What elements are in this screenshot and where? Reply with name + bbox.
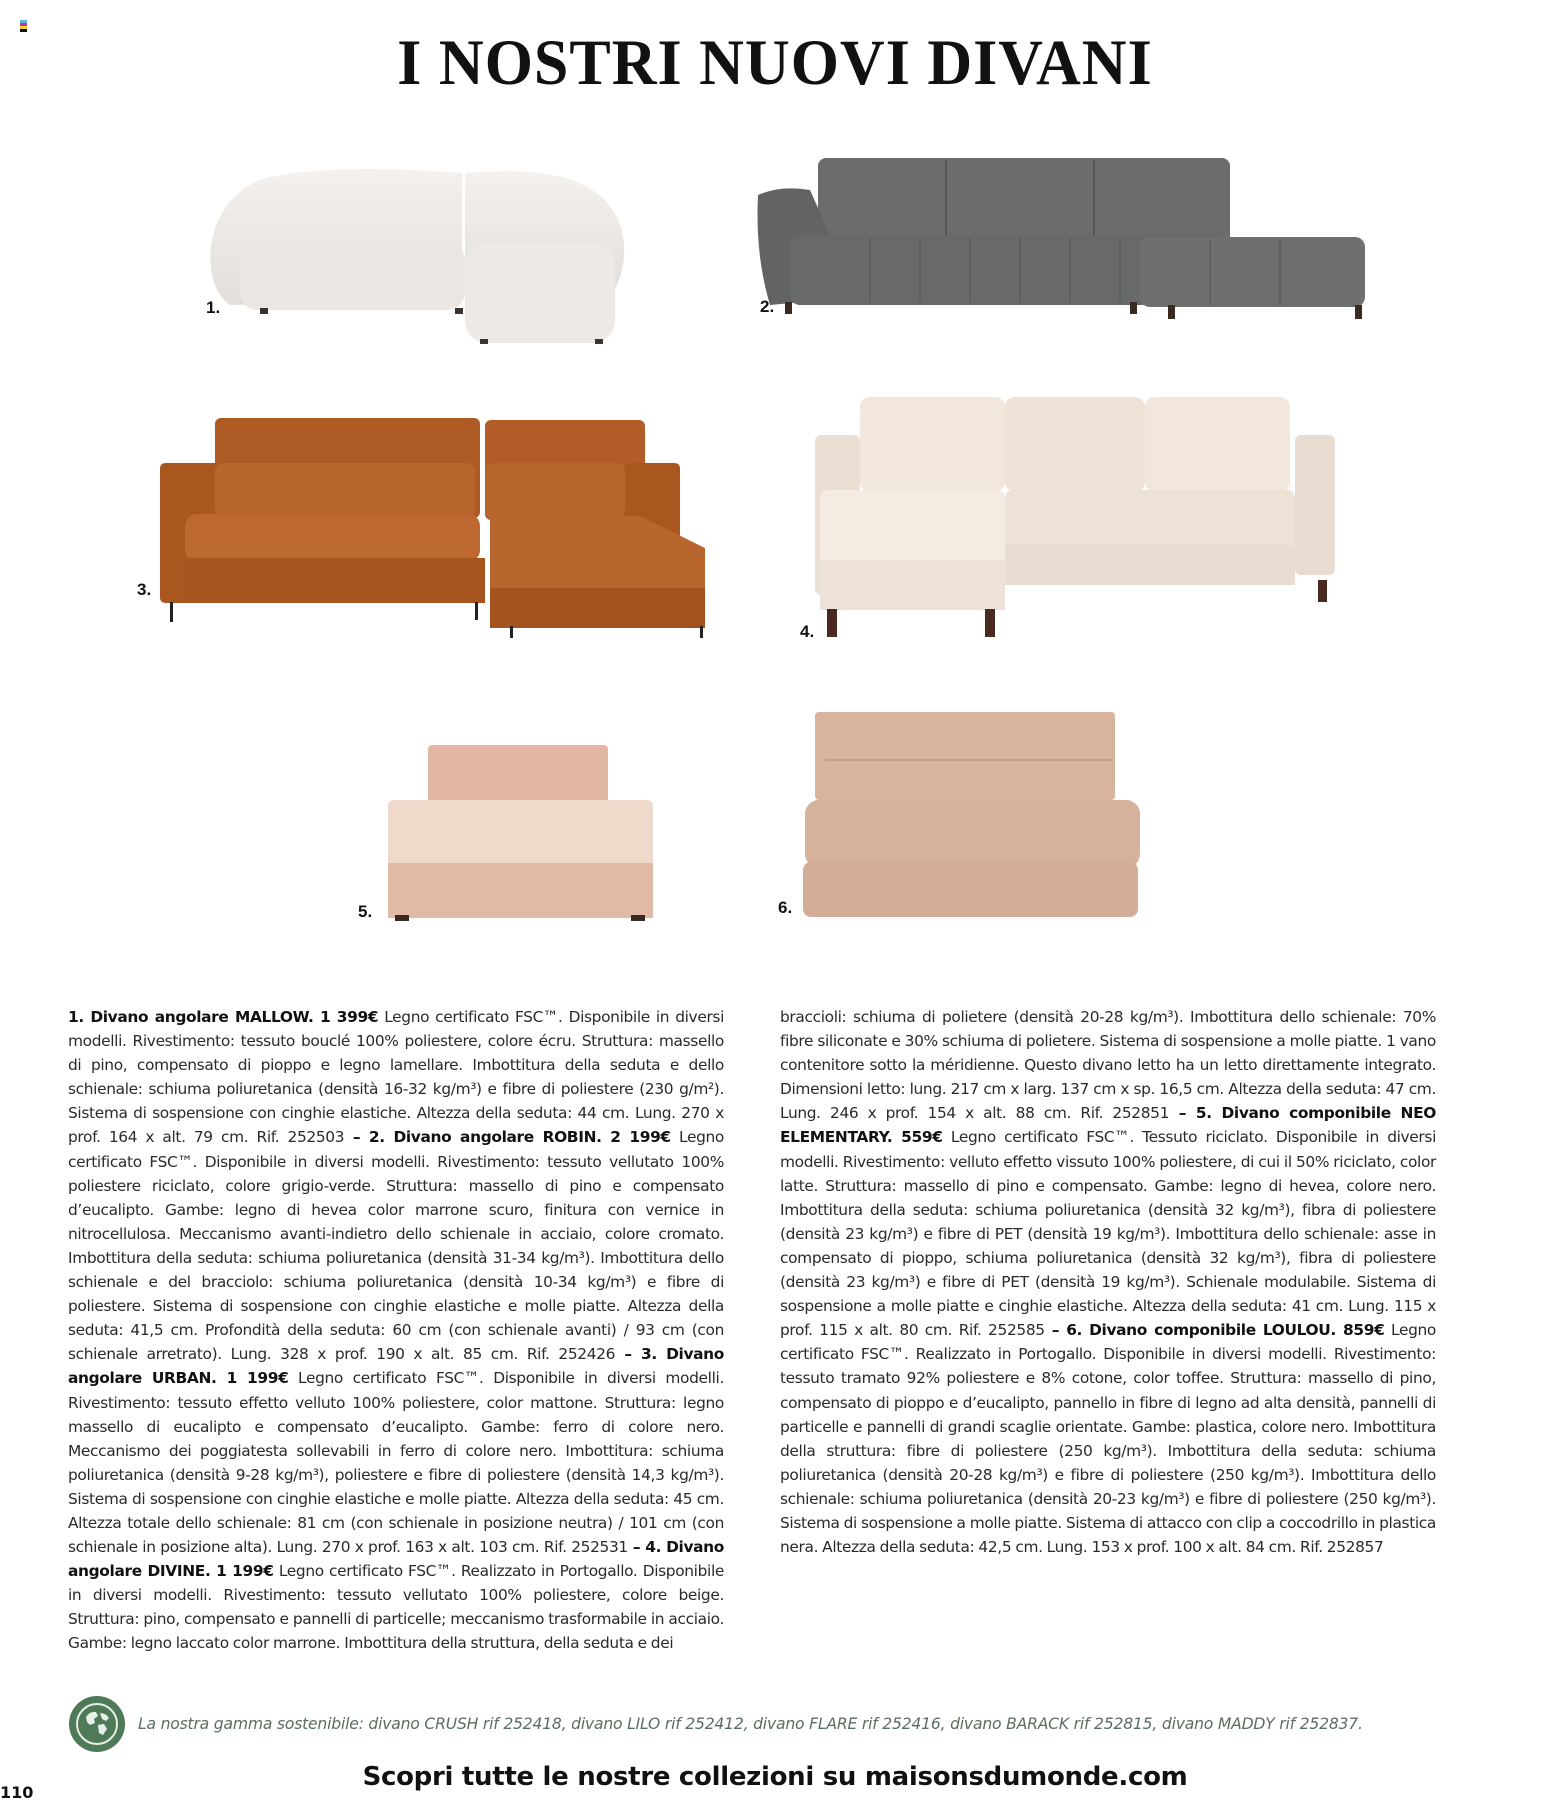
sofa-loulou-illustration — [795, 712, 1145, 920]
product-6-details: Legno certificato FSC™. Realizzato in Portogallo. Disponibile in diversi modelli. Rivestimento: tessuto tramato 92% poliestere e 8% cotone, color toffee. Struttura: massello di pino, compensato di pioppo e d’eucalipto, pannello in fibre di legno ad alta densità, pannelli di particelle e pannelli di grandi scaglie orientate. Gambe: plastica, colore nero. Imbottitura della struttura: fibre di poliestere (250 kg/m³). Imbottitura della seduta: schiuma poliuretanica (densità 20-28 kg/m³) e fibre di poliestere (250 kg/m³). Imbottitura dello schienale: schiuma poliuretanica (densità 20-23 kg/m³) e fibre di poliestere (250 kg/m³). Sistema di sospensione a molle piatte. Sistema di attacco con clip a coccodrillo in plastica nera. Altezza della seduta: 42,5 cm. Lung. 153 x prof. 100 x alt. 84 cm. Rif. 252857 — [780, 1321, 1436, 1557]
product-4-heading: – 4. Divano angolare DIVINE. 1 199€ — [68, 1538, 724, 1581]
product-5-details: Legno certificato FSC™. Tessuto riciclato. Disponibile in diversi modelli. Rivestimento: velluto effetto vissuto 100% poliestere, di cui il 50% riciclato, color latte. Struttura: massello di pino e compensato. Gambe: legno di hevea, colore nero. Imbottitura della seduta: schiuma poliuretanica (densità 32 kg/m³), fibra di poliestere (densità 23 kg/m³) e fibre di PET (densità 19 kg/m³). Imbottitura dello schienale: asse in compensato di pioppo, schiuma poliuretanica (densità 32 kg/m³), fibra di poliestere (densità 23 kg/m³) e fibre di PET (densità 19 kg/m³). Schienale modulabile. Sistema di sospensione a molle piatte e cinghie elastiche. Altezza della seduta: 41 cm. Lung. 115 x prof. 115 x alt. 80 cm. Rif. 252585 — [780, 1128, 1436, 1340]
product-3-heading: – 3. Divano angolare URBAN. 1 199€ — [68, 1345, 725, 1388]
description-column-left — [68, 1005, 724, 1656]
product-image-mallow — [200, 165, 650, 345]
sustainable-range-text: La nostra gamma sostenibile: divano CRUSH rif 252418, divano LILO rif 252412, divano FLARE rif 252416, divano BARACK rif 252815, divano MADDY rif 252837. — [138, 1715, 1363, 1733]
product-number-3: 3. — [137, 580, 152, 599]
footer-cta-link[interactable]: Scopri tutte le nostre collezioni su maisonsdumonde.com — [362, 1762, 1188, 1792]
sofa-neo-elementary-illustration — [383, 745, 658, 923]
page-title: I NOSTRI NUOVI DIVANI — [397, 26, 1153, 99]
sofa-divine-illustration — [815, 395, 1335, 640]
product-image-neo-elementary — [383, 745, 658, 923]
product-image-loulou — [795, 712, 1145, 920]
sustainable-range-note — [68, 1694, 1488, 1754]
product-number-5: 5. — [358, 902, 373, 921]
product-4-details: Legno certificato FSC™. Realizzato in Portogallo. Disponibile in diversi modelli. Rivestimento: tessuto vellutato 100% poliestere, colore beige. Struttura: pino, compensato e pannelli di particelle; meccanismo trasformabile in acciaio. Gambe: legno laccato color marrone. Imbottitura della struttura, della seduta e dei — [68, 1562, 724, 1653]
product-3-details: Legno certificato FSC™. Disponibile in diversi modelli. Rivestimento: tessuto effetto velluto 100% poliestere, color mattone. Struttura: legno massello di eucalipto e compensato d’eucalipto. Gambe: ferro di colore nero. Meccanismo dei poggiatesta sollevabili in ferro di colore nero. Imbottitura: schiuma poliuretanica (densità 9-28 kg/m³), poliestere e fibre di poliestere (densità 14,3 kg/m³). Sistema di sospensione con cinghie elastiche e molle piatte. Altezza della seduta: 45 cm. Altezza totale dello schienale: 81 cm (con schienale in posizione neutra) / 101 cm (con schienale in posizione alta). Lung. 270 x prof. 163 x alt. 103 cm. Rif. 252531 — [68, 1369, 724, 1557]
product-1-heading: 1. Divano angolare MALLOW. 1 399€ — [68, 1008, 379, 1026]
product-image-robin — [750, 155, 1375, 325]
sofa-robin-illustration — [750, 155, 1375, 325]
product-2-heading: – 2. Divano angolare ROBIN. 2 199€ — [344, 1128, 671, 1147]
sofa-urban-illustration — [160, 418, 745, 638]
product-number-6: 6. — [778, 898, 793, 917]
product-number-2: 2. — [760, 297, 775, 316]
page-number: 110 — [0, 1783, 34, 1802]
sofa-mallow-illustration — [200, 165, 650, 345]
product-5-heading: – 5. Divano componibile NEO ELEMENTARY. 559€ — [780, 1104, 1436, 1147]
description-column-right — [780, 1005, 1436, 1559]
product-2-details: Legno certificato FSC™. Disponibile in diversi modelli. Rivestimento: tessuto vellutato 100% poliestere riciclato, colore grigio-verde. Struttura: massello di pino e compensato d’eucalipto. Gambe: legno di hevea color marrone scuro, finitura con vernice in nitrocellulosa. Meccanismo avanti-indietro dello schienale in acciaio, colore cromato. Imbottitura della seduta: schiuma poliuretanica (densità 31-34 kg/m³). Imbottitura dello schienale e del bracciolo: schiuma poliuretanica (densità 10-34 kg/m³) e fibre di poliestere. Sistema di sospensione con cinghie elastiche e molle piatte. Altezza della seduta: 41,5 cm. Profondità della seduta: 60 cm (con schienale avanti) / 93 cm (con schienale arretrato). Lung. 328 x prof. 190 x alt. 85 cm. Rif. 252426 — [68, 1128, 724, 1364]
product-image-divine — [815, 395, 1335, 640]
product-image-urban — [160, 418, 745, 638]
product-1-details: Legno certificato FSC™. Disponibile in diversi modelli. Rivestimento: tessuto bouclé 100% poliestere, colore écru. Struttura: massello di pino, compensato di pioppo e legno lamellare. Imbottitura della seduta e dello schienale: schiuma poliuretanica (densità 16-32 kg/m³) e fibre di poliestere (230 g/m²). Sistema di sospensione con cinghie elastiche. Altezza della seduta: 44 cm. Lung. 270 x prof. 164 x alt. 79 cm. Rif. 252503 — [68, 1008, 725, 1147]
product-number-4: 4. — [800, 622, 815, 641]
product-4-details-continued: braccioli: schiuma di polietere (densità 20-28 kg/m³). Imbottitura dello schienale: 70% fibre siliconate e 30% schiuma di polietere. Sistema di sospensione a molle piatte. 1 vano contenitore sotto la méridienne. Questo divano letto ha un letto direttamente integrato. Dimensioni letto: lung. 217 cm x larg. 137 cm x sp. 16,5 cm. Altezza della seduta: 47 cm. Lung. 246 x prof. 154 x alt. 88 cm. Rif. 252851 — [780, 1008, 1436, 1123]
product-6-heading: – 6. Divano componibile LOULOU. 859€ — [1044, 1321, 1385, 1340]
product-number-1: 1. — [206, 298, 221, 317]
globe-eco-icon — [68, 1695, 126, 1753]
